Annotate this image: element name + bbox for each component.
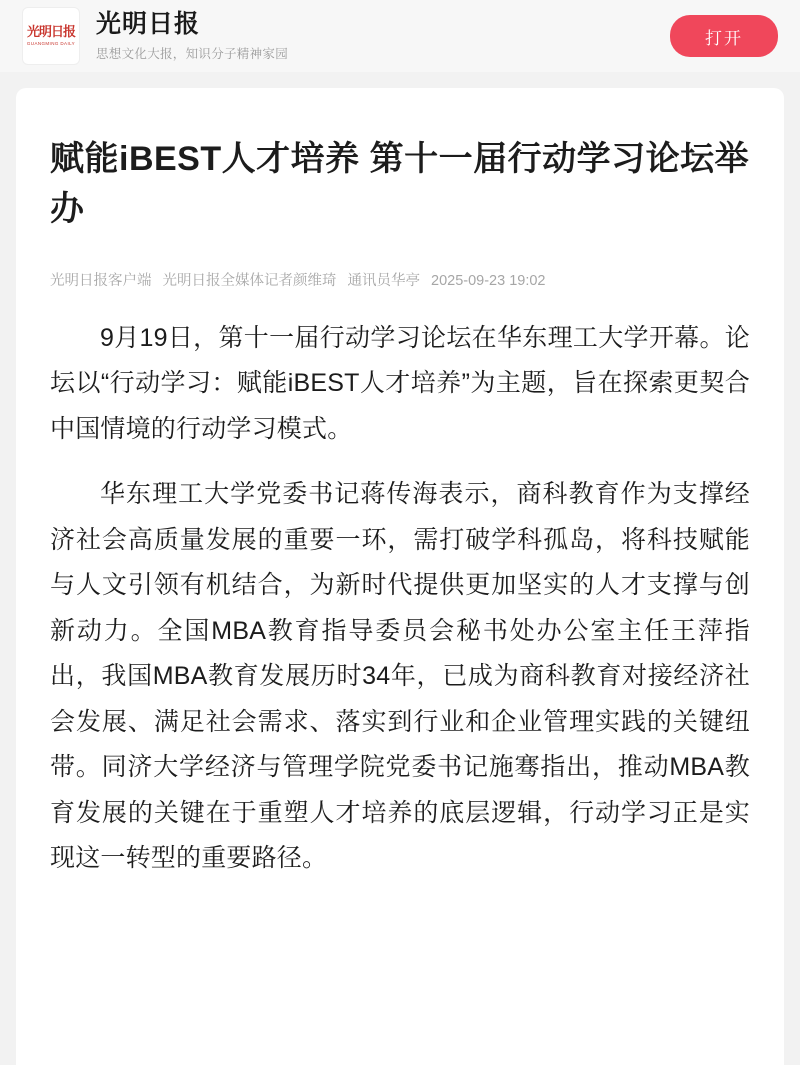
meta-source: 光明日报客户端 <box>50 272 152 289</box>
meta-author: 光明日报全媒体记者颜维琦 <box>162 272 337 289</box>
app-header <box>0 0 800 72</box>
meta-contributor: 通讯员华亭 <box>347 272 420 289</box>
article-paragraph: 华东理工大学党委书记蒋传海表示，商科教育作为支撑经济社会高质量发展的重要一环，需打破学科孤岛，将科技赋能与人文引领有机结合，为新时代提供更加坚实的人才支撑与创新动力。全国MBA教育指导委员会秘书处办公室主任王萍指出，我国MBA教育发展历时34年，已成为商科教育对接经济社会发展、满足社会需求、落实到行业和企业管理实践的关键纽带。同济大学经济与管理学院党委书记施骞指出，推动MBA教育发展的关键在于重塑人才培养的底层逻辑，行动学习正是实现这一转型的重要路径。 <box>50 480 750 873</box>
article-body <box>50 316 750 882</box>
meta-timestamp: 2025-09-23 19:02 <box>431 272 546 289</box>
article-meta <box>50 269 750 290</box>
open-app-button[interactable]: 打开 <box>670 15 778 57</box>
brand-title: 光明日报 <box>96 9 201 38</box>
brand-slogan: 思想文化大报，知识分子精神家园 <box>96 47 289 62</box>
article-card <box>16 88 784 1065</box>
article-paragraph: 9月19日，第十一届行动学习论坛在华东理工大学开幕。论坛以“行动学习：赋能iBEST人才培养”为主题，旨在探索更契合中国情境的行动学习模式。 <box>50 323 750 443</box>
brand-block <box>96 10 288 63</box>
logo-english-text: GUANGMING DAILY <box>26 41 76 47</box>
page-title: 赋能iBEST人才培养 第十一届行动学习论坛举办 <box>50 140 750 229</box>
guangming-daily-logo-icon <box>22 7 80 65</box>
logo-chinese-text: 光明日报 <box>26 24 75 40</box>
